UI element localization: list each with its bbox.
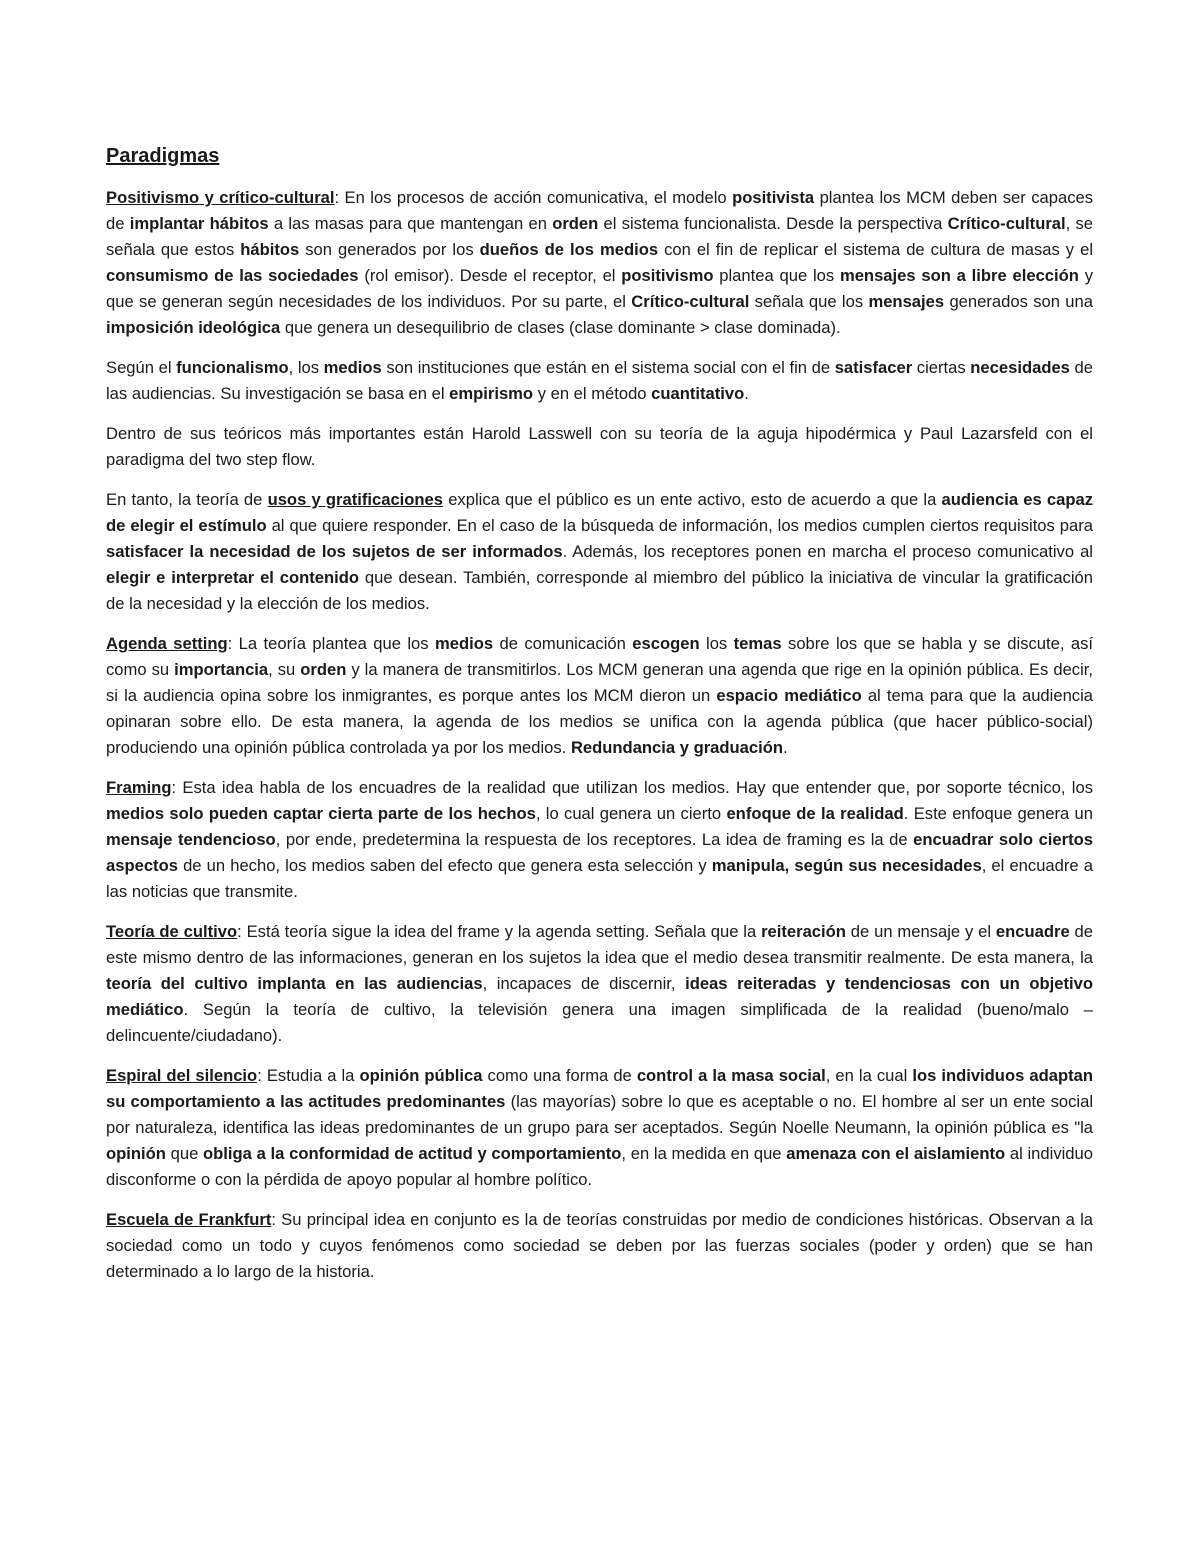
section-heading: usos y gratificaciones (267, 490, 444, 509)
paragraph-text: sobre los que se habla y se discute, así como su (106, 634, 1094, 679)
paragraph-text: . (783, 738, 788, 757)
bold-term: positivismo (621, 266, 714, 285)
paragraph-text: , en la medida en que (621, 1144, 787, 1163)
paragraph-text: al que quiere responder. En el caso de la búsqueda de información, los medios cumplen ciertos requisitos para (266, 516, 1094, 535)
bold-term: reiteración (761, 922, 846, 941)
bold-term: necesidades (970, 358, 1070, 377)
bold-term: importancia (174, 660, 269, 679)
paragraph-text: : En los procesos de acción comunicativa, el modelo (334, 188, 733, 207)
paragraph-text: el sistema funcionalista. Desde la perspectiva (598, 214, 948, 233)
paragraph-text: , el encuadre a las noticias que transmite. (106, 856, 1093, 901)
paragraph-text: señala que los (749, 292, 869, 311)
document-page (106, 140, 1093, 1299)
paragraph-text: que (165, 1144, 204, 1163)
bold-term: control a la masa social (636, 1066, 826, 1085)
bold-term: mensajes (868, 292, 945, 311)
page-title: Paradigmas (106, 145, 220, 167)
bold-term: Crítico-cultural (947, 214, 1066, 233)
bold-term: orden (552, 214, 599, 233)
paragraph-text: al individuo disconforme o con la pérdida de apoyo popular al hombre político. (106, 1144, 1093, 1189)
section-heading: Positivismo y crítico-cultural (106, 188, 335, 207)
paragraph-text: que desean. También, corresponde al miembro del público la iniciativa de vincular la gratificación de la necesidad y la elección de los medios. (106, 568, 1093, 613)
bold-term: enfoque de la realidad (726, 804, 904, 823)
bold-term: hábitos (240, 240, 300, 259)
section-heading: Espiral del silencio (106, 1066, 258, 1085)
paragraph-text: . Además, los receptores ponen en marcha el proceso comunicativo al (562, 542, 1093, 561)
paragraph-text: . Este enfoque genera un (903, 804, 1093, 823)
paragraph-text: de las audiencias. Su investigación se basa en el (106, 358, 1093, 403)
bold-term: empirismo (449, 384, 534, 403)
bold-term: satisfacer la necesidad de los sujetos de ser informados (106, 542, 563, 561)
paragraph-text: : Estudia a la (257, 1066, 360, 1085)
paragraph-text: Según el (106, 358, 177, 377)
paragraph-text: con el fin de replicar el sistema de cultura de masas y el (658, 240, 1093, 259)
paragraph-text: son generados por los (299, 240, 480, 259)
paragraph-text: de comunicación (493, 634, 633, 653)
paragraph-text: . (744, 384, 749, 403)
paragraph-text: los (699, 634, 734, 653)
paragraph-text: al tema para que la audiencia opinaran sobre ello. De esta manera, la agenda de los medios se unifica con la agenda pública (que hacer público-social) produciendo una opinión pública controlada ya por los medios. (106, 686, 1094, 757)
paragraph-text: de este mismo dentro de las informaciones, generan en los sujetos la idea que el medio desea transmitir realmente. De esta manera, la (106, 922, 1093, 967)
paragraph-teoria-cultivo (106, 919, 1093, 1049)
section-heading: Agenda setting (106, 634, 228, 653)
bold-term: los individuos adaptan su comportamiento a las actitudes predominantes (106, 1066, 1093, 1111)
paragraph-teoricos (106, 421, 1093, 473)
section-heading: Teoría de cultivo (106, 922, 238, 941)
bold-term: elegir e interpretar el contenido (106, 568, 360, 587)
paragraph-usos-gratificaciones (106, 487, 1093, 617)
paragraph-text: (rol emisor). Desde el receptor, el (358, 266, 622, 285)
bold-term: satisfacer (834, 358, 913, 377)
paragraph-text: , su (268, 660, 301, 679)
bold-term: medios (323, 358, 382, 377)
paragraph-text: . Según la teoría de cultivo, la televisión genera una imagen simplificada de la realidad (bueno/malo – delincuente/ciudadano). (106, 1000, 1093, 1045)
paragraph-text: Dentro de sus teóricos más importantes están Harold Lasswell con su teoría de la aguja hipodérmica y Paul Lazarsfeld con el paradigma del two step flow. (106, 424, 1093, 469)
bold-term: encuadrar solo ciertos aspectos (106, 830, 1093, 875)
bold-term: mensajes son a libre elección (839, 266, 1079, 285)
paragraph-text: de un hecho, los medios saben del efecto que genera esta selección y (177, 856, 712, 875)
section-heading: Framing (106, 778, 172, 797)
paragraph-text: (las mayorías) sobre lo que es aceptable o no. El hombre al ser un ente social por naturaleza, identifica las ideas predominantes de un grupo para ser aceptados. Según Noelle Neumann, la opinión pública es "la (106, 1092, 1094, 1137)
bold-term: implantar hábitos (129, 214, 269, 233)
bold-term: ideas reiteradas y tendenciosas con un objetivo mediático (106, 974, 1093, 1019)
paragraph-text: : Su principal idea en conjunto es la de teorías construidas por medio de condiciones históricas. Observan a la sociedad como un todo y cuyos fenómenos como sociedad se deben por las fuerzas sociales (poder y orden) que se han determinado a lo largo de la historia. (106, 1210, 1093, 1281)
paragraph-text: son instituciones que están en el sistema social con el fin de (381, 358, 835, 377)
bold-term: Crítico-cultural (631, 292, 750, 311)
paragraph-text: : Esta idea habla de los encuadres de la realidad que utilizan los medios. Hay que entender que, por soporte técnico, los (171, 778, 1093, 797)
bold-term: medios (434, 634, 494, 653)
paragraph-text: como una forma de (482, 1066, 637, 1085)
paragraph-funcionalismo (106, 355, 1093, 407)
bold-term: Redundancia y graduación (570, 738, 784, 757)
paragraph-espiral-silencio (106, 1063, 1093, 1193)
paragraph-text: , los (288, 358, 324, 377)
bold-term: obliga a la conformidad de actitud y comportamiento (203, 1144, 622, 1163)
paragraph-text: que genera un desequilibrio de clases (clase dominante > clase dominada). (280, 318, 841, 337)
bold-term: dueños de los medios (479, 240, 659, 259)
bold-term: temas (733, 634, 782, 653)
bold-term: manipula, según sus necesidades (711, 856, 982, 875)
paragraph-text: de un mensaje y el (845, 922, 996, 941)
bold-term: funcionalismo (176, 358, 289, 377)
paragraph-positivismo (106, 185, 1093, 341)
bold-term: cuantitativo (651, 384, 745, 403)
paragraph-escuela-frankfurt (106, 1207, 1093, 1285)
bold-term: mensaje tendencioso (106, 830, 276, 849)
paragraph-text: plantea que los (713, 266, 840, 285)
paragraph-text: : Está teoría sigue la idea del frame y la agenda setting. Señala que la (237, 922, 762, 941)
bold-term: imposición ideológica (106, 318, 281, 337)
paragraph-text: y en el método (533, 384, 652, 403)
document-body (106, 185, 1093, 1285)
paragraph-text: : La teoría plantea que los (227, 634, 435, 653)
bold-term: opinión pública (359, 1066, 483, 1085)
bold-term: medios solo pueden captar cierta parte de los hechos (106, 804, 536, 823)
bold-term: opinión (106, 1144, 166, 1163)
paragraph-text: , lo cual genera un cierto (535, 804, 727, 823)
paragraph-framing (106, 775, 1093, 905)
paragraph-text: generados son una (944, 292, 1093, 311)
bold-term: consumismo de las sociedades (106, 266, 359, 285)
paragraph-agenda-setting (106, 631, 1093, 761)
paragraph-text: y que se generan según necesidades de los individuos. Por su parte, el (106, 266, 1093, 311)
paragraph-text: explica que el público es un ente activo, esto de acuerdo a que la (443, 490, 942, 509)
bold-term: amenaza con el aislamiento (786, 1144, 1006, 1163)
paragraph-text: En tanto, la teoría de (106, 490, 268, 509)
bold-term: audiencia es capaz de elegir el estímulo (106, 490, 1093, 535)
paragraph-text: , se señala que estos (106, 214, 1093, 259)
bold-term: orden (300, 660, 347, 679)
paragraph-text: ciertas (912, 358, 971, 377)
bold-term: teoría del cultivo implanta en las audiencias (106, 974, 483, 993)
paragraph-text: , en la cual (825, 1066, 913, 1085)
paragraph-text: a las masas para que mantengan en (268, 214, 553, 233)
section-heading: Escuela de Frankfurt (106, 1210, 272, 1229)
bold-term: escogen (632, 634, 700, 653)
bold-term: espacio mediático (716, 686, 862, 705)
paragraph-text: plantea los MCM deben ser capaces de (106, 188, 1094, 233)
paragraph-text: y la manera de transmitirlos. Los MCM generan una agenda que rige en la opinión pública. Es decir, si la audiencia opina sobre los inmigrantes, es porque antes los MCM dieron un (106, 660, 1093, 705)
bold-term: encuadre (995, 922, 1070, 941)
paragraph-text: , por ende, predetermina la respuesta de los receptores. La idea de framing es la de (275, 830, 914, 849)
paragraph-text: , incapaces de discernir, (482, 974, 686, 993)
bold-term: positivista (732, 188, 815, 207)
